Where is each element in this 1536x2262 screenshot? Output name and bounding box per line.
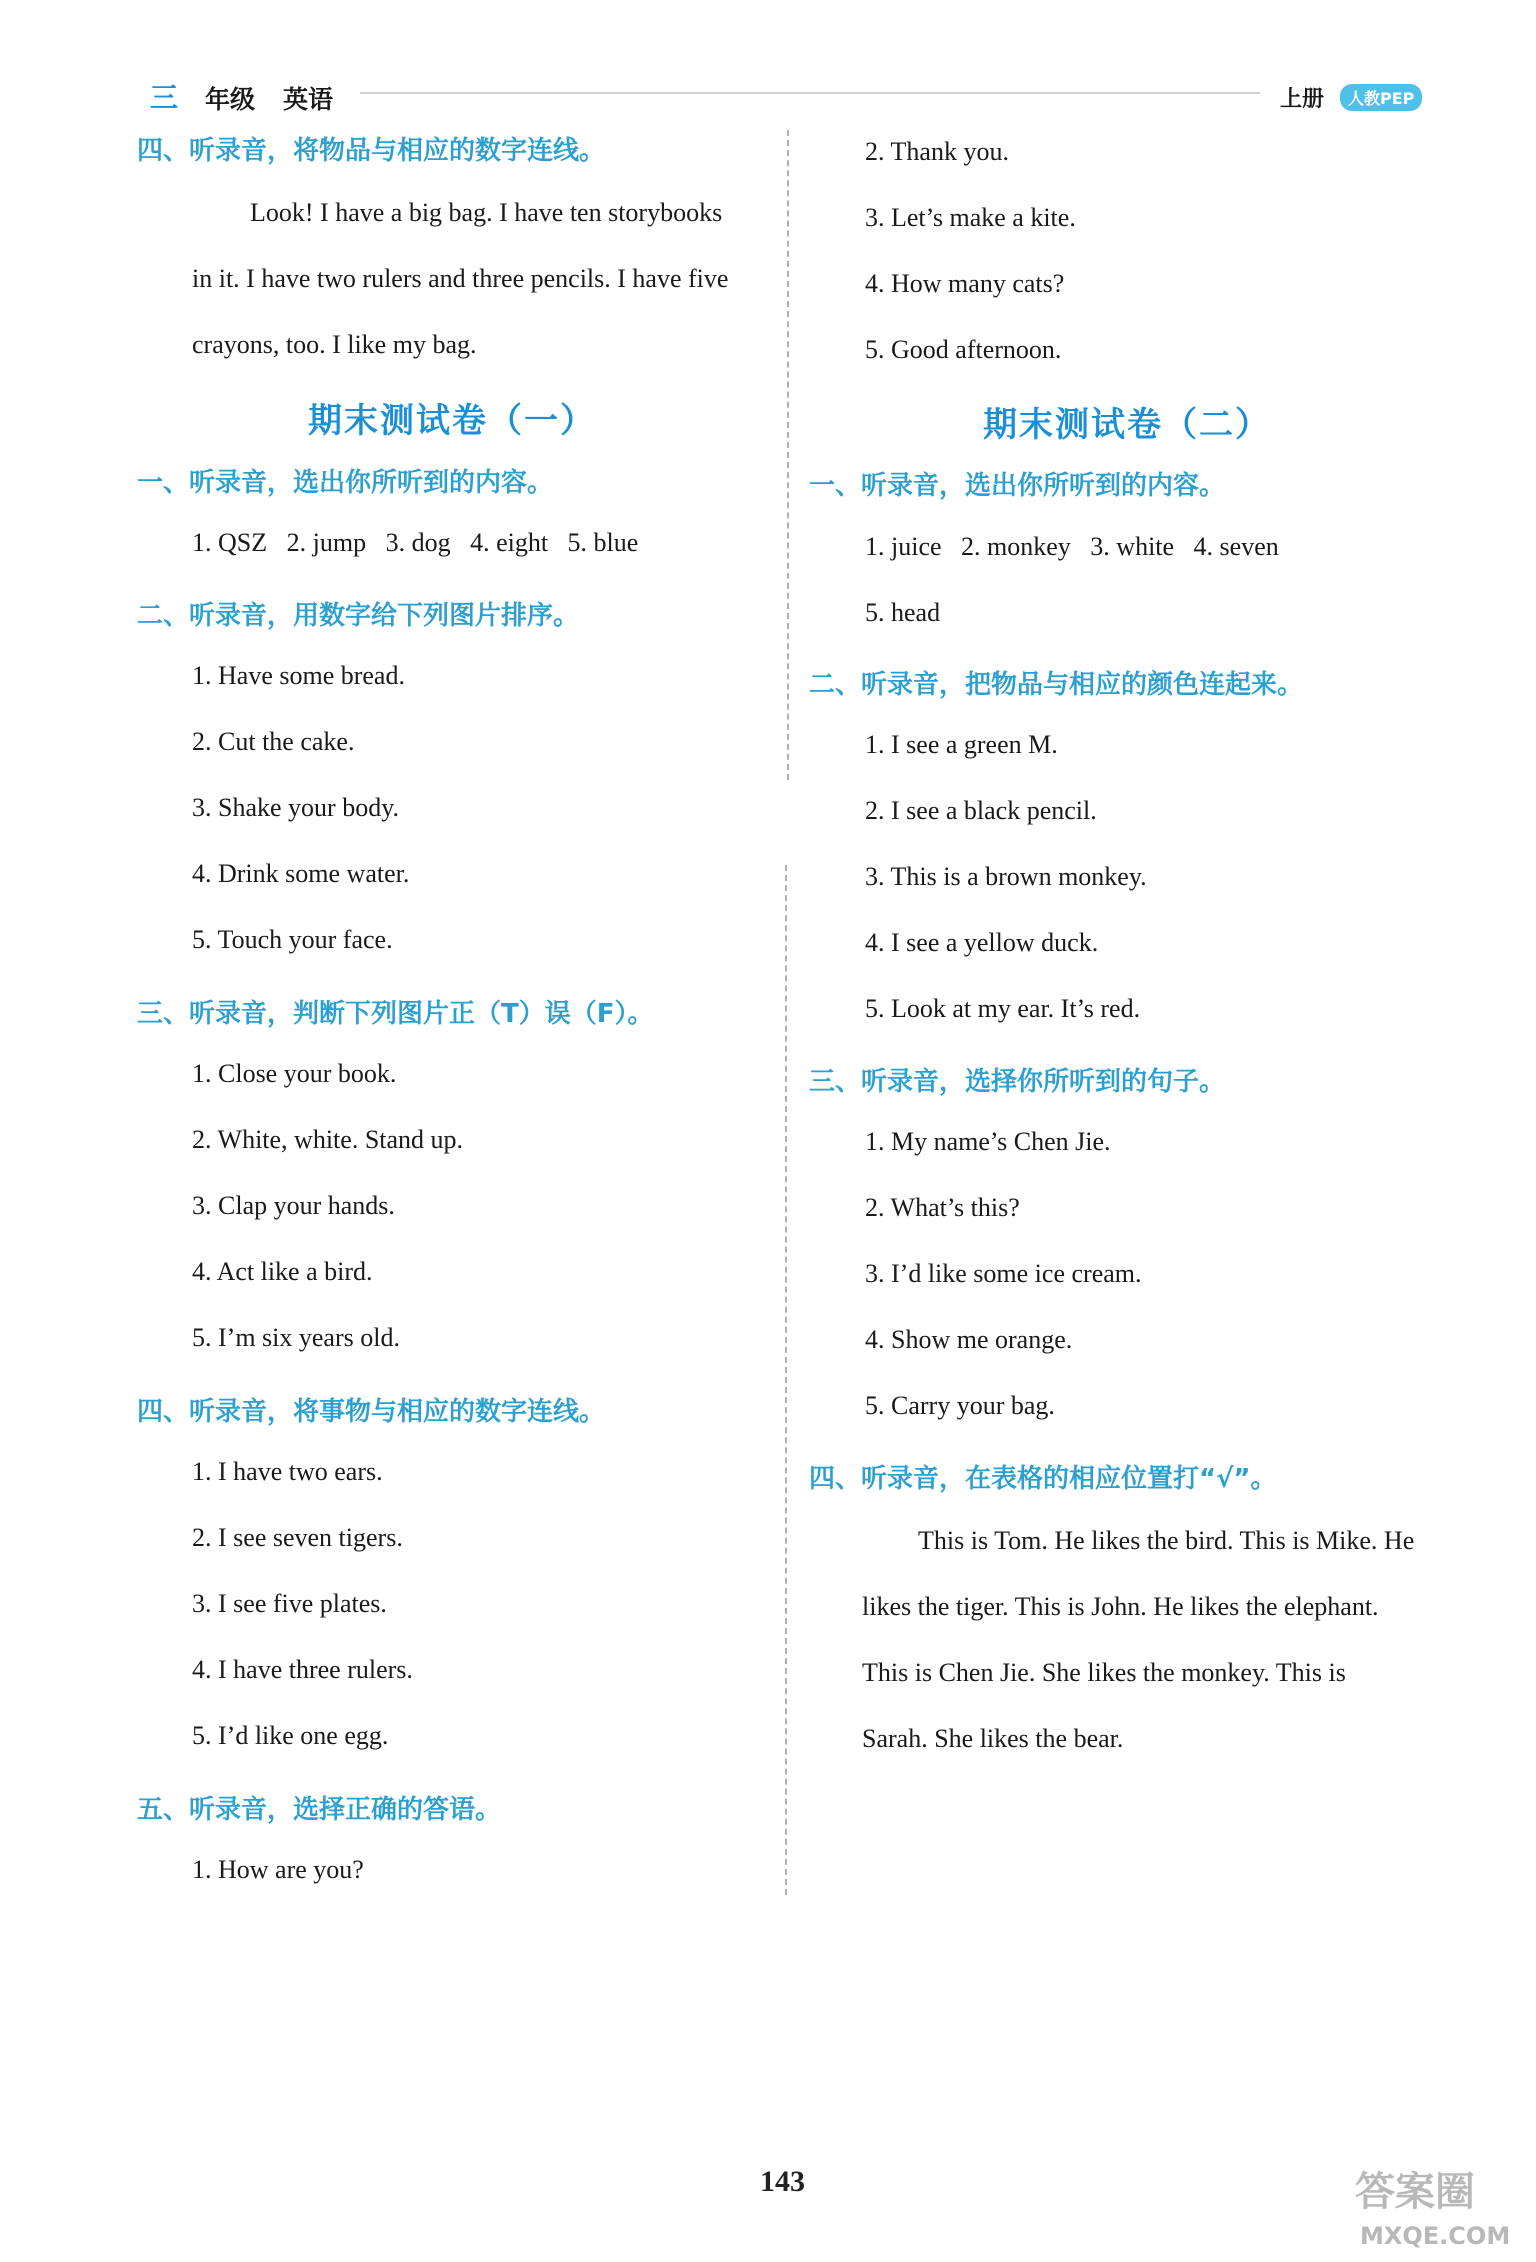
exam-title-2: 期末测试卷（二） — [983, 405, 1271, 445]
list-item: 1. I see a green M. — [865, 730, 1058, 759]
list-item: 3. I’d like some ice cream. — [865, 1259, 1142, 1288]
list-item: 3. This is a brown monkey. — [865, 862, 1147, 891]
list-item: 5. I’m six years old. — [192, 1323, 400, 1352]
subject-label: 英语 — [283, 85, 334, 114]
list-item: 4. Drink some water. — [192, 859, 410, 888]
right-s4-para-line: likes the tiger. This is John. He likes the elephant. — [862, 1592, 1379, 1621]
right-s1-title: 一、听录音，选出你所听到的内容。 — [809, 471, 1226, 501]
list-item: 4. How many cats? — [865, 269, 1065, 298]
list-item: 1. My name’s Chen Jie. — [865, 1127, 1111, 1156]
list-item: 1. Have some bread. — [192, 661, 405, 690]
right-s3-title: 三、听录音，选择你所听到的句子。 — [809, 1067, 1226, 1097]
header-rule — [360, 92, 1260, 94]
watermark-url: MXQE.COM — [1360, 2222, 1511, 2250]
list-item: 5. Good afternoon. — [865, 335, 1062, 364]
left-prev-section-title: 四、听录音，将物品与相应的数字连线。 — [137, 136, 606, 166]
list-item: 3. Clap your hands. — [192, 1191, 395, 1220]
left-prev-para-line: crayons, too. I like my bag. — [192, 330, 477, 359]
watermark-logo: 答案圈 — [1355, 2169, 1475, 2215]
list-item: 1. I have two ears. — [192, 1457, 383, 1486]
right-s1-answers-2: 5. head — [865, 598, 941, 627]
list-item: 3. Shake your body. — [192, 793, 400, 822]
right-s4-para-line: This is Chen Jie. She likes the monkey. This is — [862, 1658, 1346, 1687]
page-number: 143 — [760, 2165, 805, 2198]
left-s1-title: 一、听录音，选出你所听到的内容。 — [137, 468, 554, 498]
list-item: 4. I have three rulers. — [192, 1655, 413, 1684]
edition-tag: 人教PEP — [1340, 84, 1422, 111]
grade-number: 三 — [150, 81, 179, 114]
list-item: 5. Touch your face. — [192, 925, 393, 954]
left-s3-title: 三、听录音，判断下列图片正（T）误（F）。 — [137, 999, 654, 1029]
list-item: 2. White, white. Stand up. — [192, 1125, 464, 1154]
volume-label: 上册 — [1280, 87, 1325, 112]
left-prev-para-line: in it. I have two rulers and three pencils. I have five — [192, 264, 729, 293]
list-item: 5. Look at my ear. It’s red. — [865, 994, 1141, 1023]
list-item: 5. I’d like one egg. — [192, 1721, 389, 1750]
list-item: 4. I see a yellow duck. — [865, 928, 1099, 957]
left-s2-title: 二、听录音，用数字给下列图片排序。 — [137, 601, 580, 631]
left-s1-answers: 1. QSZ 2. jump 3. dog 4. eight 5. blue — [192, 528, 639, 557]
list-item: 2. I see a black pencil. — [865, 796, 1097, 825]
right-s4-para-line: This is Tom. He likes the bird. This is Mike. He — [918, 1526, 1415, 1555]
list-item: 2. What’s this? — [865, 1193, 1020, 1222]
list-item: 4. Act like a bird. — [192, 1257, 373, 1286]
list-item: 3. Let’s make a kite. — [865, 203, 1076, 232]
column-divider-top — [787, 130, 789, 780]
exam-title-1: 期末测试卷（一） — [308, 401, 596, 441]
list-item: 4. Show me orange. — [865, 1325, 1073, 1354]
left-s4-title: 四、听录音，将事物与相应的数字连线。 — [137, 1397, 606, 1427]
left-prev-para-line: Look! I have a big bag. I have ten storybooks — [250, 198, 723, 227]
grade-label: 年级 — [205, 85, 256, 114]
right-s2-title: 二、听录音，把物品与相应的颜色连起来。 — [809, 670, 1304, 700]
left-s5-title: 五、听录音，选择正确的答语。 — [137, 1795, 502, 1825]
list-item: 2. Thank you. — [865, 137, 1009, 166]
right-s1-answers: 1. juice 2. monkey 3. white 4. seven — [865, 532, 1279, 561]
list-item: 2. I see seven tigers. — [192, 1523, 403, 1552]
column-divider-bottom — [785, 865, 787, 1895]
list-item: 2. Cut the cake. — [192, 727, 355, 756]
list-item: 1. How are you? — [192, 1855, 364, 1884]
list-item: 3. I see five plates. — [192, 1589, 387, 1618]
list-item: 1. Close your book. — [192, 1059, 397, 1088]
right-s4-para-line: Sarah. She likes the bear. — [862, 1724, 1124, 1753]
right-s4-title: 四、听录音，在表格的相应位置打“√”。 — [809, 1464, 1277, 1494]
list-item: 5. Carry your bag. — [865, 1391, 1055, 1420]
